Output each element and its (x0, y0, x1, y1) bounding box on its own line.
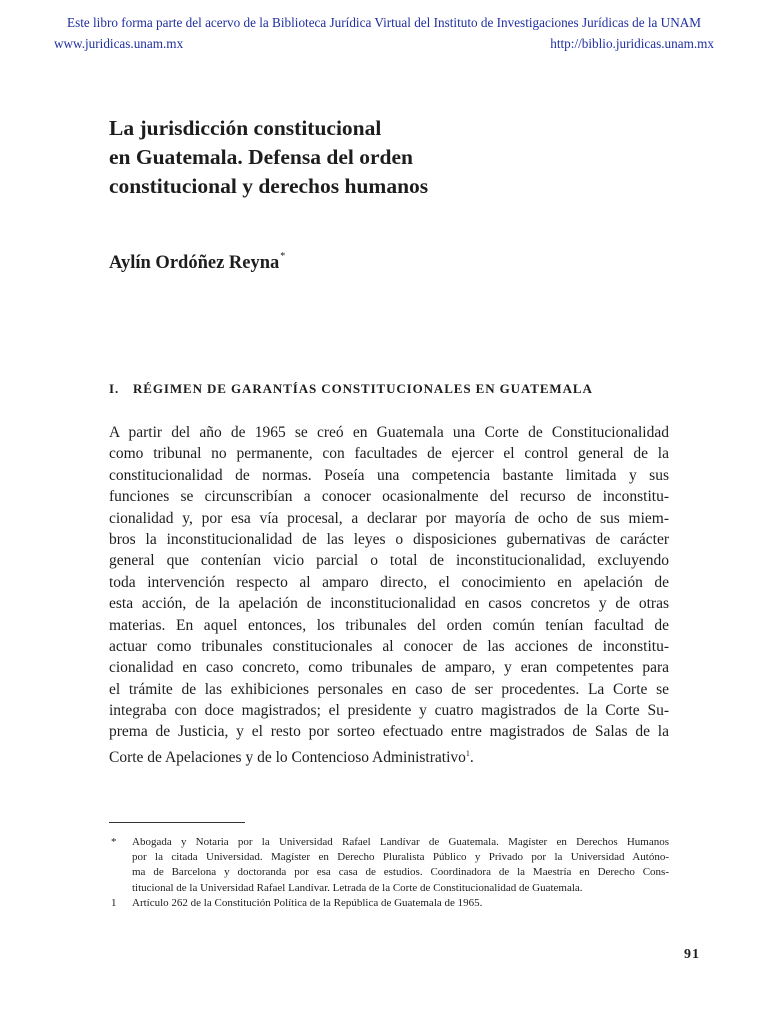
footnote-ref-1[interactable]: 1 (465, 748, 470, 758)
paragraph-line: general que contenían vicio parcial o total de inconstitucionalidad, excluyendo (109, 552, 669, 570)
body-paragraph (109, 422, 669, 764)
paragraph-line: toda intervención respecto al amparo directo, el conocimiento en apelación de (109, 573, 669, 591)
footnote-author (109, 835, 669, 896)
paragraph-line (109, 743, 669, 764)
article-title (109, 114, 669, 201)
page-number: 91 (684, 947, 700, 962)
author-name-text: Aylín Ordóñez Reyna (109, 253, 280, 273)
title-line: en Guatemala. Defensa del orden (109, 145, 413, 169)
biblio-url-link[interactable]: http://biblio.juridicas.unam.mx (550, 36, 714, 51)
paragraph-line: esta acción, de la apelación de inconstitucionalidad en casos concretos y de otras (109, 595, 669, 613)
title-line: constitucional y derechos humanos (109, 174, 429, 198)
paragraph-line: funciones se circunscribían a conocer ocasionalmente del recurso de inconstitu- (109, 488, 669, 506)
footnote-line: titucional de la Universidad Rafael Landívar. Letrada de la Corte de Constitucionalidad de Guatemala. (132, 881, 583, 894)
section-heading-text: RÉGIMEN DE GARANTÍAS CONSTITUCIONALES EN GUATEMALA (133, 381, 593, 396)
author-name (109, 244, 285, 276)
paragraph-line: el trámite de las exhibiciones personales en caso de ser procedentes. La Corte se (109, 680, 669, 698)
footnote-line: ma de Barcelona y doctoranda por esa casa de estudios. Coordinadora de la Maestría en Derecho Cons- (132, 866, 669, 879)
footnote-mark: 1 (111, 896, 117, 909)
paragraph-line: integraba con doce magistrados; el presidente y cuatro magistrados de la Corte Su- (109, 702, 669, 720)
footnote-line: Abogada y Notaria por la Universidad Rafael Landívar de Guatemala. Magíster en Derechos Humanos (132, 836, 669, 848)
paragraph-line: bros la inconstitucionalidad de las leyes o disposiciones gubernativas de carácter (109, 530, 669, 548)
paragraph-line: como tribunal no permanente, con facultades de ejercer el control general de la (109, 445, 669, 463)
footnote-1 (109, 896, 669, 911)
title-line: La jurisdicción constitucional (109, 116, 382, 140)
section-number: I. (109, 381, 120, 396)
footnote-line: Artículo 262 de la Constitución Política de la República de Guatemala de 1965. (132, 896, 483, 909)
footnote-mark: * (111, 836, 117, 848)
paragraph-line: prema de Justicia, y el resto por sorteo efectuado entre magistrados de Salas de la (109, 723, 669, 741)
section-heading (109, 380, 593, 398)
paragraph-line: cionalidad en caso concreto, como tribunales de amparo, y eran competentes para (109, 659, 669, 677)
paragraph-end: . (469, 748, 474, 766)
paragraph-line: constitucionalidad de normas. Poseía una competencia bastante limitada y sus (109, 466, 669, 484)
paragraph-line: materias. En aquel entonces, los tribunales del orden común tenían facultad de (109, 616, 669, 634)
paragraph-last-line-text: Corte de Apelaciones y de lo Contencioso Administrativo (109, 748, 466, 766)
juridicas-url-link[interactable]: www.juridicas.unam.mx (54, 36, 184, 51)
library-banner: Este libro forma parte del acervo de la Biblioteca Jurídica Virtual del Instituto de Investigaciones Jurídicas de la UNAM (67, 15, 701, 30)
footnote-line: por la citada Universidad. Magíster en Derecho Pluralista Público y Privado por la Universidad Autóno- (132, 851, 669, 864)
paragraph-line: A partir del año de 1965 se creó en Guatemala una Corte de Constitucionalidad (109, 424, 669, 441)
footnote-divider (109, 822, 245, 823)
author-footnote-mark[interactable]: * (280, 251, 286, 262)
paragraph-line: actuar como tribunales constitucionales al conocer de las acciones de inconstitu- (109, 637, 669, 655)
footnotes (109, 835, 669, 911)
paragraph-line: cionalidad y, por esa vía procesal, a declarar por mayoría de ocho de sus miem- (109, 509, 669, 527)
